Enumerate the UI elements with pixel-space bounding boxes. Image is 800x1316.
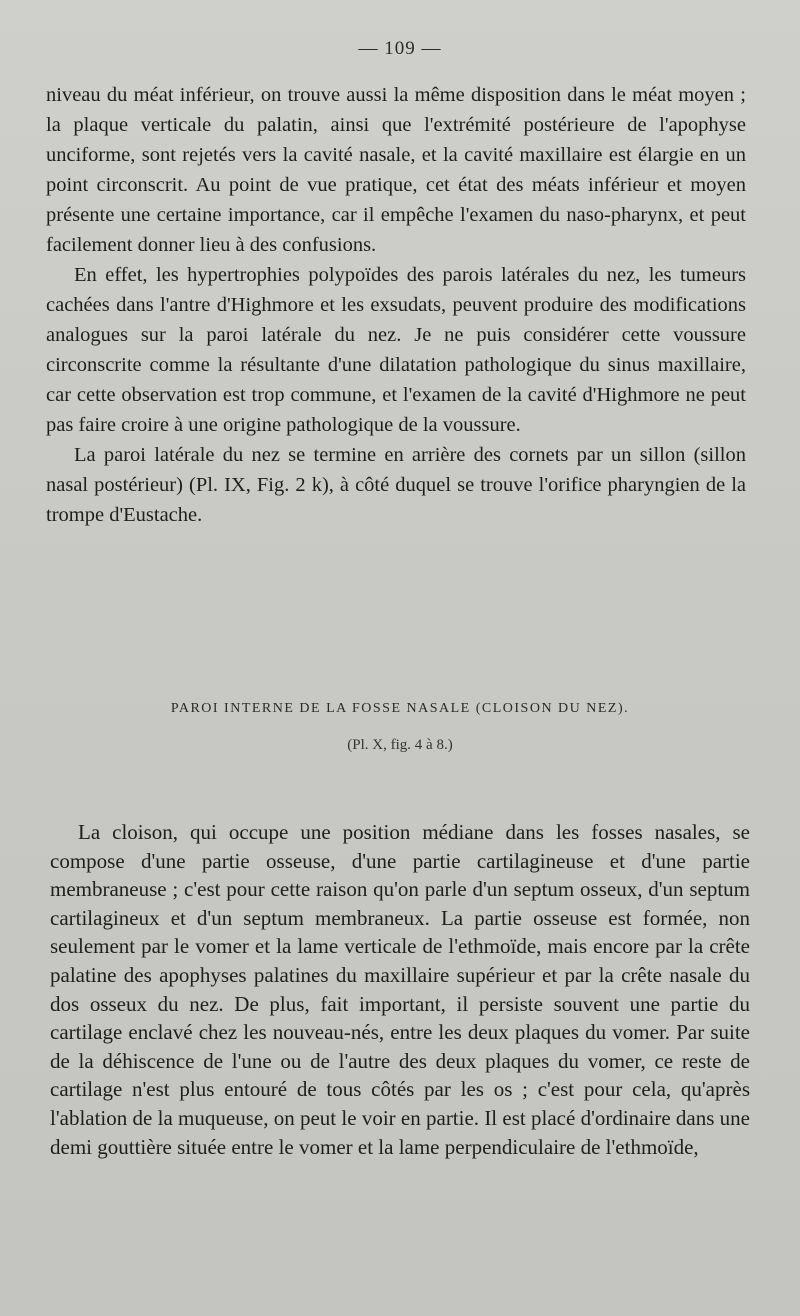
section-header: [50, 698, 750, 760]
paragraph-cloison: La cloison, qui occupe une position médiane dans les fosses nasales, se compose d'une partie osseuse, d'une partie cartilagineuse et d'une partie membraneuse ; c'est pour cette raison qu'on parle d'un septum osseux, d'un septum cartilagineux et d'un septum membraneux. La partie osseuse est formée, non seulement par le vomer et la lame verticale de l'ethmoïde, mais encore par la crête palatine des apophyses palatines du maxillaire supérieur et par la crête nasale du dos osseux du nez. De plus, fait important, il persiste souvent une partie du cartilage enclavé chez les nouveau-nés, entre les deux plaques du vomer. Par suite de la déhiscence de l'une ou de l'autre des deux plaques du vomer, ce reste de cartilage n'est plus entouré de tous côtés par les os ; c'est pour cela, qu'après l'ablation de la muqueuse, on peut le voir en partie. Il est placé d'ordinaire dans une demi gouttière située entre le vomer et la lame perpendiculaire de l'ethmoïde,: [50, 820, 750, 1159]
section-reference: (Pl. X, fig. 4 à 8.): [347, 737, 453, 753]
section-heading: PAROI INTERNE DE LA FOSSE NASALE (CLOISON DU NEZ).: [170, 701, 630, 716]
bottom-text-block: [50, 818, 750, 1161]
paragraph-continuation: niveau du méat inférieur, on trouve aussi la même disposition dans le méat moyen ; la plaque verticale du palatin, ainsi que l'extrémité postérieure de l'apophyse unciforme, sont rejetés vers la cavité nasale, et la cavité maxillaire est élargie en un point circonscrit. Au point de vue pratique, cet état des méats inférieur et moyen présente une certaine importance, car il empêche l'examen du naso-pharynx, et peut facilement donner lieu à des confusions.: [46, 84, 746, 256]
page-number: — 109 —: [358, 38, 442, 59]
top-text-block: [46, 80, 746, 530]
paragraph-paroi-laterale: La paroi latérale du nez se termine en arrière des cornets par un sillon (sillon nasal postérieur) (Pl. IX, Fig. 2 k), à côté duquel se trouve l'orifice pharyngien de la trompe d'Eustache.: [46, 444, 746, 526]
paragraph-en-effet: En effet, les hypertrophies polypoïdes des parois latérales du nez, les tumeurs cachées dans l'antre d'Highmore et les exsudats, peuvent produire des modifications analogues sur la paroi latérale du nez. Je ne puis considérer cette voussure circonscrite comme la résultante d'une dilatation pathologique du sinus maxillaire, car cette observation est trop commune, et l'examen de la cavité d'Highmore ne peut pas faire croire à une origine pathologique de la voussure.: [46, 264, 746, 436]
